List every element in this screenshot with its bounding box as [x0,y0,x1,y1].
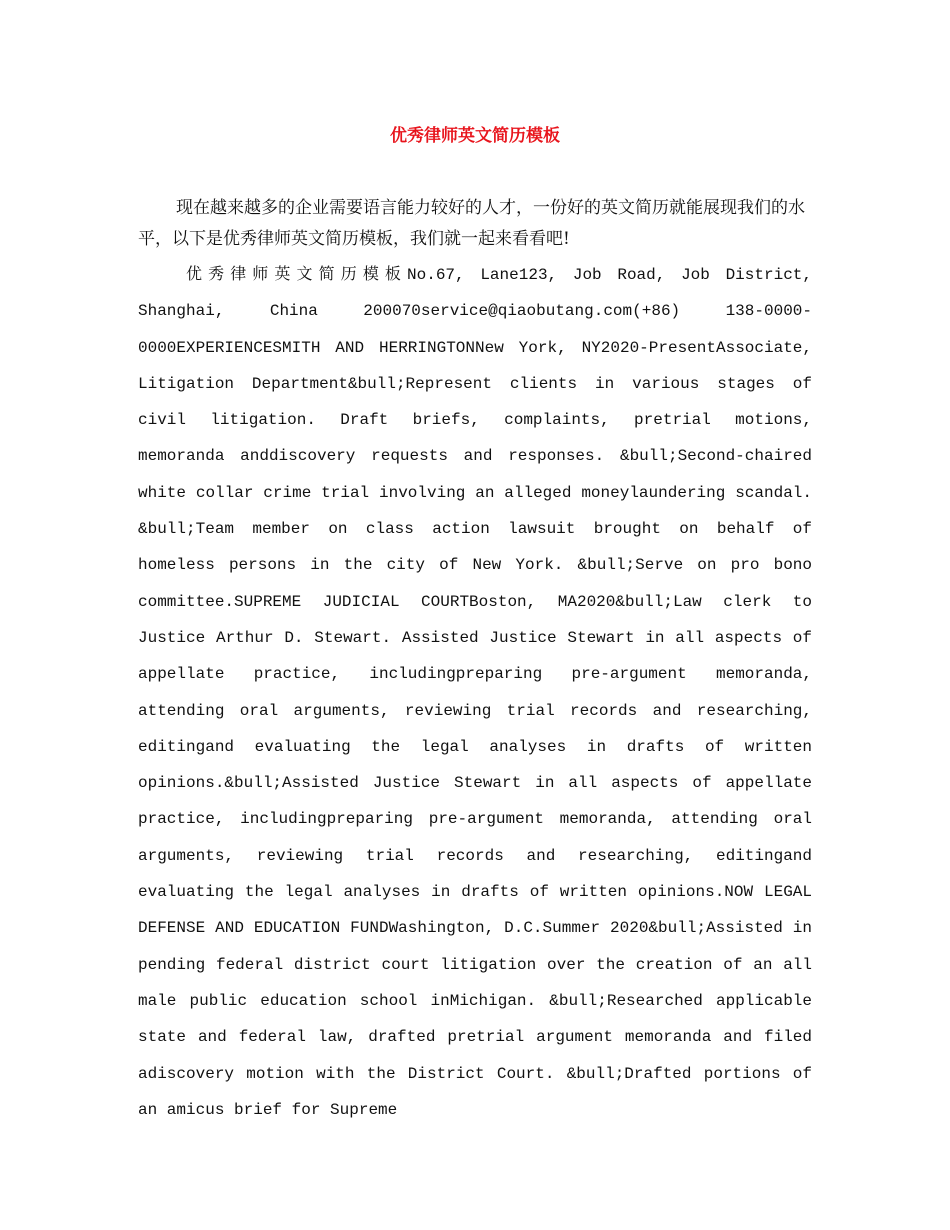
intro-paragraph: 现在越来越多的企业需要语言能力较好的人才，一份好的英文简历就能展现我们的水平，以下是优秀律师英文简历模板，我们就一起来看看吧! [138,198,805,249]
resume-body-paragraph: 优秀律师英文简历模板No.67, Lane123, Job Road, Job District, Shanghai, China 200070service@qiaobutang.com(+86) 138-0000-0000EXPERIENCESMITH AND HERRINGTONNew York, NY2020-PresentAssociate, Litigation Department&bull;Represent clients in various stages of civil litigation. Draft briefs, complaints, pretrial motions, memoranda anddiscovery requests and responses. &bull;Second-chaired white collar crime trial involving an alleged moneylaundering scandal. &bull;Team member on class action lawsuit brought on behalf of homeless persons in the city of New York. &bull;Serve on pro bono committee.SUPREME JUDICIAL COURTBoston, MA2020&bull;Law clerk to Justice Arthur D. Stewart. Assisted Justice Stewart in all aspects of appellate practice, includingpreparing pre-argument memoranda, attending oral arguments, reviewing trial records and researching, editingand evaluating the legal analyses in drafts of written opinions.&bull;Assisted Justice Stewart in all aspects of appellate practice, includingpreparing pre-argument memoranda, attending oral arguments, reviewing trial records and researching, editingand evaluating the legal analyses in drafts of written opinions.NOW LEGAL DEFENSE AND EDUCATION FUNDWashington, D.C.Summer 2020&bull;Assisted in pending federal district court litigation over the creation of an all male public education school inMichigan. &bull;Researched applicable state and federal law, drafted pretrial argument memoranda and filed adiscovery motion with the District Court. &bull;Drafted portions of an amicus brief for Supreme [138,266,812,1119]
document-title: 优秀律师英文简历模板 [390,126,560,146]
